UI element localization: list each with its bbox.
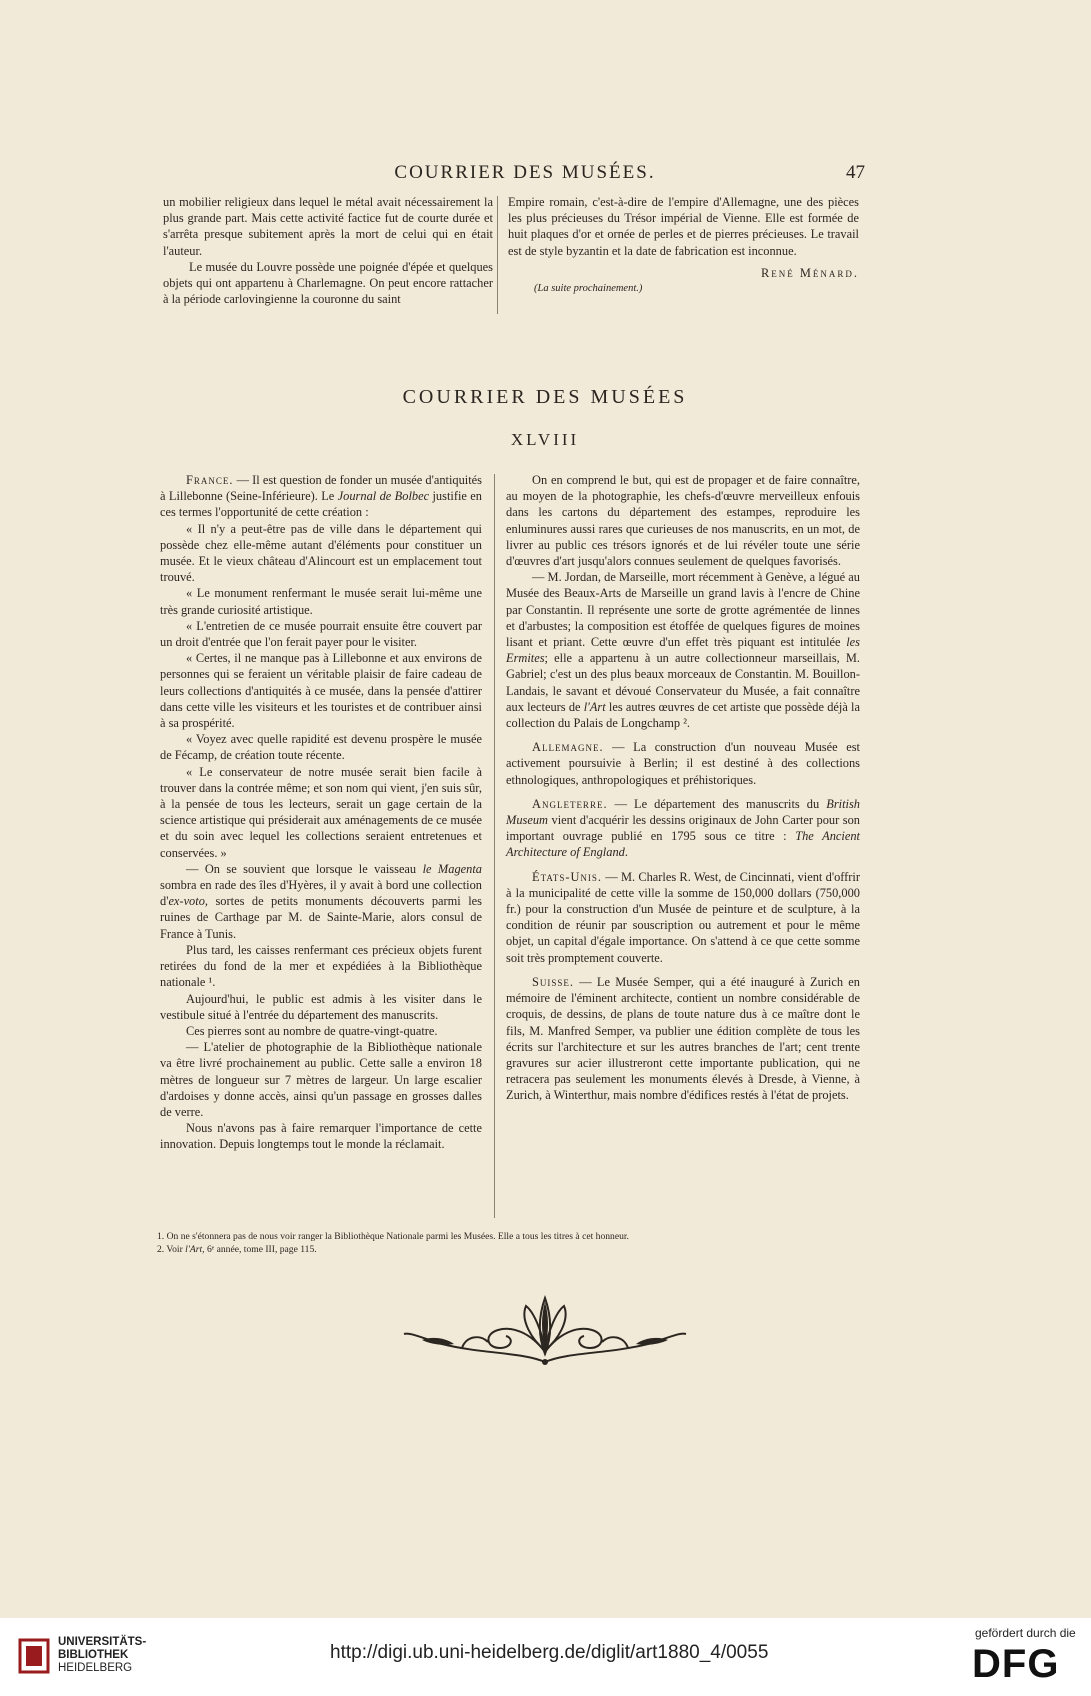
country-label: Angleterre. (532, 796, 608, 811)
paragraph-france: France. — Il est question de fonder un musée d'antiquités à Lillebonne (Seine-Inférieure). Le Journal de Bolbec justifie en ces termes l'opportunité de cette création : (160, 473, 482, 520)
paragraph: Aujourd'hui, le public est admis à les visiter dans le vestibule situé à l'entrée du département des manuscrits. (160, 991, 482, 1022)
page-number: 47 (846, 162, 865, 183)
section-title: COURRIER DES MUSÉES (402, 386, 688, 408)
library-name: UNIVERSITÄTS- BIBLIOTHEK HEIDELBERG (58, 1636, 147, 1674)
university-library-logo-icon (18, 1638, 50, 1674)
paragraph: « Voyez avec quelle rapidité est devenu prospère le musée de Fécamp, de création toute récente. (160, 732, 482, 763)
paragraph-allemagne: Allemagne. — La construction d'un nouveau Musée est activement poursuivie à Berlin; il est destiné à des collections ethnologiques, anthropologiques et préhistoriques. (506, 740, 860, 787)
main-right-column (506, 472, 860, 1104)
paragraph: « L'entretien de ce musée pourrait ensuite être couvert par un droit d'entrée que l'on ferait payer pour le visiter. (160, 618, 482, 650)
source-url-link[interactable]: http://digi.ub.uni-heidelberg.de/diglit/art1880_4/0055 (330, 1642, 769, 1663)
author-signature: René Ménard. (761, 265, 859, 280)
paragraph: On en comprend le but, qui est de propager et de faire connaître, au moyen de la photographie, les chefs-d'œuvre merveilleux enfouis dans les cartons du département des estampes, reproduire les enluminures aussi rares que curieuses de nos manuscrits, en un mot, de livrer au public ces trésors ignorés et de lui révéler toute une série d'œuvres d'art jusqu'alors connues seulement de quelques favorisés. (506, 473, 860, 569)
footnote-2: 2. Voir l'Art, 6ᵉ année, tome III, page 115. (157, 1244, 317, 1255)
funding-caption: gefördert durch die (975, 1626, 1076, 1640)
paragraph-jordan: — M. Jordan, de Marseille, mort récemment à Genève, a légué au Musée des Beaux-Arts de Marseille un grand lavis à l'encre de Chine par Constantin. Il représente une sorte de grotte agrémentée de linnes et d'arbustes; la composition est étoffée de quelques figures de moines lisant et priant. Cette œuvre d'un effet très piquant est intitulée les Ermites; elle a appartenu à un autre collectionneur marseillais, M. Gabriel; c'est un des plus beaux morceaux de Constantin. M. Bouillon-Landais, le savant et dévoué Conservateur du Musée, a fait connaître aux lecteurs de l'Art les autres œuvres de cet artiste que possède déjà la collection du Palais de Longchamp ². (506, 570, 860, 731)
paragraph-magenta: — On se souvient que lorsque le vaisseau le Magenta sombra en rade des îles d'Hyères, il y avait à bord une collection d'ex-voto, sortes de petits monuments découverts parmi les ruines de Carthage par M. de Sainte-Marie, alors consul de France à Tunis. (160, 861, 482, 941)
dfg-logo: DFG (972, 1642, 1060, 1686)
top-left-column (163, 194, 493, 307)
top-right-column (508, 194, 859, 297)
country-label: États-Unis. (532, 869, 603, 884)
paragraph: un mobilier religieux dans lequel le métal avait nécessairement la plus grande part. Mais cette activité factice fut de courte durée et s'arrêta presque subitement après la mort de celui qui en était l'auteur. (163, 195, 493, 258)
paragraph-suisse: Suisse. — Le Musée Semper, qui a été inauguré à Zurich en mémoire de l'éminent architecte, contient un nombre considérable de croquis, de dessins, de plans de toute nature dus à ce maître dont le fils, M. Manfred Semper, va publier une édition complète de tous les écrits sur l'architecture et sur les autres branches de l'art; cent trente gravures sur acier illustreront cette importante publication, qui ne retracera pas seulement les monuments élevés à Dresde, à Vienne, à Zurich, à Winterthur, mais nombre d'édifices restés à l'état de projets. (506, 974, 860, 1103)
continuation-note: (La suite prochainement.) (534, 283, 643, 295)
paragraph: Le musée du Louvre possède une poignée d'épée et quelques objets qui ont appartenu à Charlemagne. On peut encore rattacher à la période carlovingienne la couronne du saint (163, 259, 493, 307)
paragraph-angleterre: Angleterre. — Le département des manuscrits du British Museum vient d'acquérir les dessins originaux de John Carter pour son important ouvrage publié en 1795 sous ce titre : The Ancient Architecture of England. (506, 796, 860, 860)
running-head: COURRIER DES MUSÉES. (394, 162, 656, 183)
paragraph-etats-unis: États-Unis. — M. Charles R. West, de Cincinnati, vient d'offrir à la municipalité de cette ville la somme de 150,000 dollars (750,000 fr.) pour la construction d'un Musée de peinture et de sculpture, à la condition de réunir par souscription ou autrement et pour le même objet, un capital d'égale importance. On s'attend à ce que cette somme soit très promptement couverte. (506, 869, 860, 965)
paragraph: « Il n'y a peut-être pas de ville dans le département qui possède chez elle-même autant d'éléments pour constituer un musée. Et le vieux château d'Alincourt est un emplacement tout trouvé. (160, 521, 482, 585)
country-label: France. (186, 473, 234, 487)
paragraph: Nous n'avons pas à faire remarquer l'importance de cette innovation. Depuis longtemps tout le monde la réclamait. (160, 1121, 482, 1152)
paragraph: — L'atelier de photographie de la Bibliothèque nationale va être livré prochainement au public. Cette salle a environ 18 mètres de longueur sur 7 mètres de largeur. Un large escalier d'ardoises y donne accès, ainsi qu'un passage en grosses dalles de verre. (160, 1040, 482, 1119)
country-label: Allemagne. (532, 740, 604, 755)
paragraph: Empire romain, c'est-à-dire de l'empire d'Allemagne, une des pièces les plus précieuses du Trésor impérial de Vienne. Elle est formée de huit plaques d'or et ornée de perles et de pierres précieuses. Le travail est de style byzantin et la date de fabrication est inconnue. (508, 195, 859, 258)
paragraph: « Le conservateur de notre musée serait bien facile à trouver dans la contrée même; et son nom qui vient, j'en suis sûr, à la pensée de tous les lecteurs, serait un gage certain de la science artistique qui présiderait aux aménagements de ce musée et du soin avec lequel les collections seraient entretenues et conservées. » (160, 764, 482, 860)
section-number: XLVIII (510, 430, 580, 449)
paragraph: Plus tard, les caisses renfermant ces précieux objets furent retirées du fond de la mer et expédiées à la Bibliothèque nationale ¹. (160, 942, 482, 990)
paragraph: Ces pierres sont au nombre de quatre-vingt-quatre. (186, 1023, 438, 1038)
main-left-column (160, 472, 482, 1153)
footnotes (157, 1230, 857, 1256)
column-rule (497, 196, 498, 314)
country-label: Suisse. (532, 974, 574, 989)
paragraph: « Certes, il ne manque pas à Lillebonne et aux environs de personnes qui se feraient un véritable plaisir de faire cadeau de leurs collections d'antiquités à ce musée, dans la pensée d'attirer dans cette ville les visiteurs et les touristes et de contribuer ainsi à sa prospérité. (160, 651, 482, 731)
floral-ornament-icon (402, 1292, 688, 1368)
paragraph: « Le monument renfermant le musée serait lui-même une très grande curiosité artistique. (160, 586, 482, 617)
digitization-footer (0, 1618, 1091, 1696)
column-rule (494, 474, 495, 1218)
footnote-1: 1. On ne s'étonnera pas de nous voir ranger la Bibliothèque Nationale parmi les Musées. Elle a tous les titres à cet honneur. (157, 1231, 629, 1242)
journal-title: Journal de Bolbec (337, 489, 430, 504)
